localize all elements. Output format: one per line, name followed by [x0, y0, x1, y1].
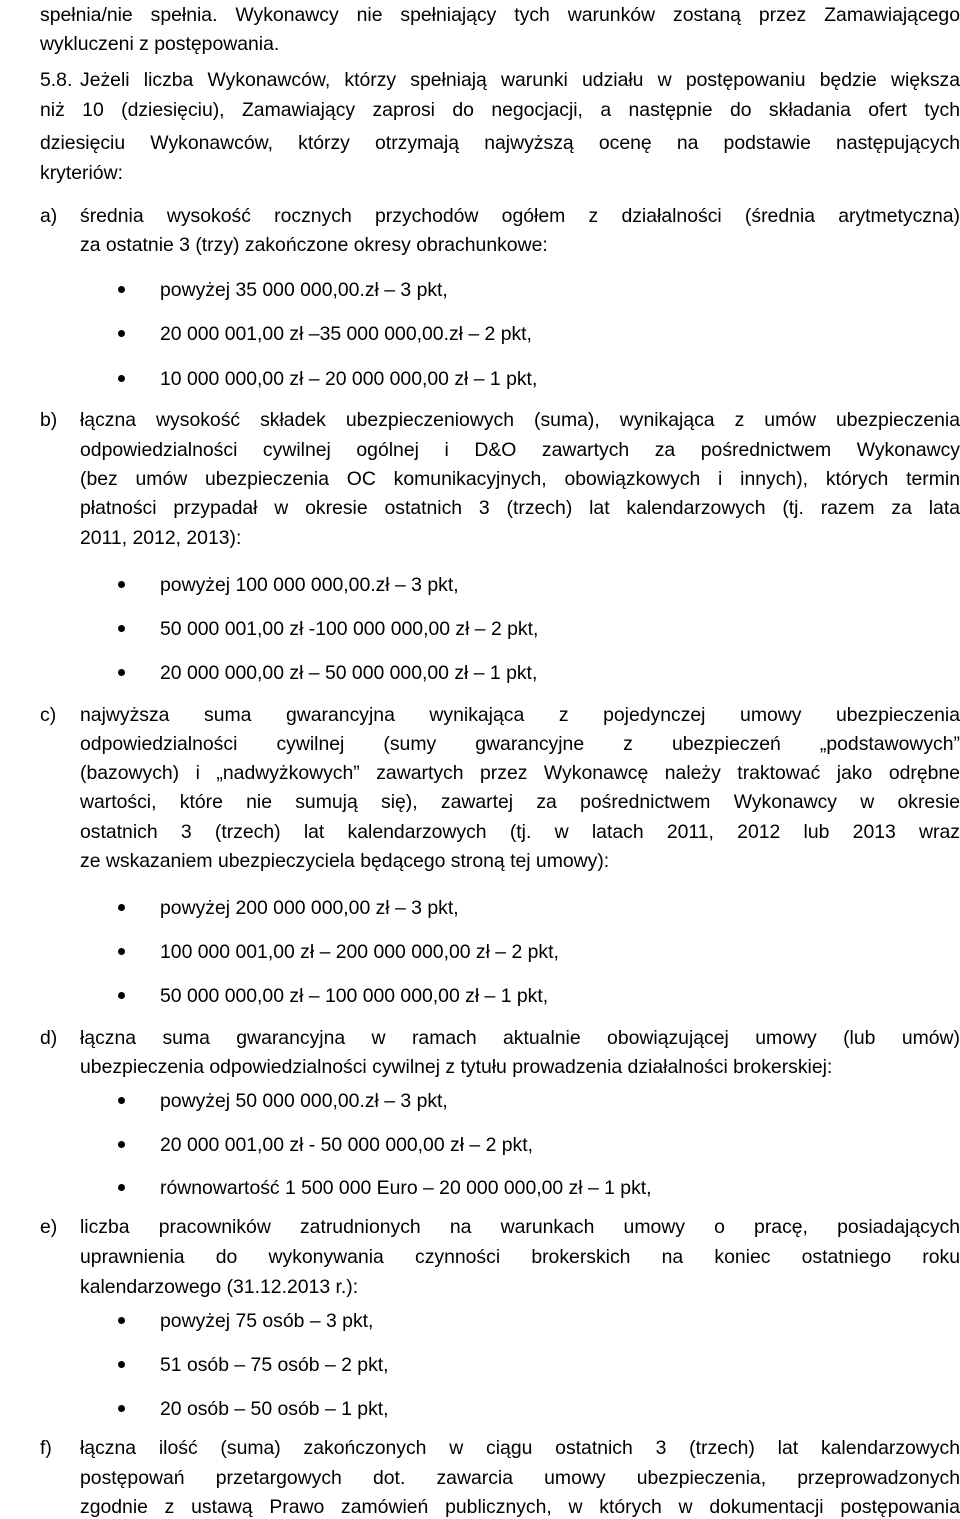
criterion-line: wartości, które nie sumują się), zawartej za pośrednictwem Wykonawcy w okresie [80, 791, 960, 813]
intro-line: wykluczeni z postępowania. [40, 33, 280, 55]
criterion-label: e) [40, 1216, 58, 1238]
criterion-label: f) [40, 1437, 52, 1459]
criterion-label: c) [40, 704, 57, 726]
bullet-item: 20 000 001,00 zł - 50 000 000,00 zł – 2 pkt, [160, 1134, 534, 1156]
criterion-line: ostatnich 3 (trzech) lat kalendarzowych (tj. w latach 2011, 2012 lub 2013 wraz [80, 821, 960, 843]
criterion-line: liczba pracowników zatrudnionych na warunkach umowy o pracę, posiadających [80, 1216, 960, 1238]
bullet-icon [118, 1097, 125, 1104]
bullet-icon [118, 1141, 125, 1148]
criterion-line: (bez umów ubezpieczenia OC komunikacyjnych, obowiązkowych i innych), których termin [80, 468, 960, 490]
criterion-line: postępowań przetargowych dot. zawarcia umowy ubezpieczenia, przeprowadzonych [80, 1467, 960, 1489]
criterion-label: b) [40, 409, 58, 431]
bullet-item: powyżej 35 000 000,00.zł – 3 pkt, [160, 279, 448, 301]
bullet-item: powyżej 50 000 000,00.zł – 3 pkt, [160, 1090, 448, 1112]
bullet-icon [118, 581, 125, 588]
bullet-item: 50 000 001,00 zł -100 000 000,00 zł – 2 pkt, [160, 618, 539, 640]
criterion-label: d) [40, 1027, 58, 1049]
section-line: Jeżeli liczba Wykonawców, którzy spełniają warunki udziału w postępowaniu będzie większa [80, 69, 960, 91]
criterion-line: łączna ilość (suma) zakończonych w ciągu ostatnich 3 (trzech) lat kalendarzowych [80, 1437, 960, 1459]
criterion-line: średnia wysokość rocznych przychodów ogółem z działalności (średnia arytmetyczna) [80, 205, 960, 227]
criterion-line: odpowiedzialności cywilnej ogólnej i D&O zawartych za pośrednictwem Wykonawcy [80, 439, 960, 461]
criterion-line: (bazowych) i „nadwyżkowych” zawartych przez Wykonawcę należy traktować jako odrębne [80, 762, 960, 784]
criterion-line: za ostatnie 3 (trzy) zakończone okresy obrachunkowe: [80, 234, 548, 256]
section-line: niż 10 (dziesięciu), Zamawiający zaprosi do negocjacji, a następnie do składania ofert tych [40, 99, 960, 121]
bullet-icon [118, 330, 125, 337]
criterion-line: łączna suma gwarancyjna w ramach aktualnie obowiązującej umowy (lub umów) [80, 1027, 960, 1049]
criterion-line: łączna wysokość składek ubezpieczeniowych (suma), wynikająca z umów ubezpieczenia [80, 409, 960, 431]
bullet-item: powyżej 200 000 000,00 zł – 3 pkt, [160, 897, 459, 919]
bullet-icon [118, 992, 125, 999]
bullet-item: powyżej 75 osób – 3 pkt, [160, 1310, 374, 1332]
section-line: dziesięciu Wykonawców, którzy otrzymają najwyższą ocenę na podstawie następujących [40, 132, 960, 154]
bullet-icon [118, 1405, 125, 1412]
section-number: 5.8. [40, 69, 73, 91]
bullet-icon [118, 375, 125, 382]
criterion-line: odpowiedzialności cywilnej (sumy gwarancyjne z ubezpieczeń „podstawowych” [80, 733, 960, 755]
criterion-line: ze wskazaniem ubezpieczyciela będącego stroną tej umowy): [80, 850, 610, 872]
criterion-line: 2011, 2012, 2013): [80, 527, 242, 549]
bullet-icon [118, 1361, 125, 1368]
bullet-item: 51 osób – 75 osób – 2 pkt, [160, 1354, 389, 1376]
criterion-label: a) [40, 205, 58, 227]
section-line: kryteriów: [40, 162, 123, 184]
bullet-icon [118, 904, 125, 911]
criterion-line: najwyższa suma gwarancyjna wynikająca z pojedynczej umowy ubezpieczenia [80, 704, 960, 726]
bullet-item: powyżej 100 000 000,00.zł – 3 pkt, [160, 574, 459, 596]
criterion-line: płatności przypadał w okresie ostatnich 3 (trzech) lat kalendarzowych (tj. razem za lata [80, 497, 960, 519]
bullet-icon [118, 1317, 125, 1324]
bullet-item: 100 000 001,00 zł – 200 000 000,00 zł – 2 pkt, [160, 941, 559, 963]
bullet-icon [118, 625, 125, 632]
bullet-item: 20 000 001,00 zł –35 000 000,00.zł – 2 pkt, [160, 323, 532, 345]
bullet-item: 20 osób – 50 osób – 1 pkt, [160, 1398, 389, 1420]
intro-line: spełnia/nie spełnia. Wykonawcy nie spełniający tych warunków zostaną przez Zamawiającego [40, 4, 960, 26]
bullet-item: 10 000 000,00 zł – 20 000 000,00 zł – 1 pkt, [160, 368, 538, 390]
criterion-line: zgodnie z ustawą Prawo zamówień publicznych, w których w dokumentacji postępowania [80, 1496, 960, 1518]
bullet-icon [118, 1184, 125, 1191]
criterion-line: uprawnienia do wykonywania czynności brokerskich na koniec ostatniego roku [80, 1246, 960, 1268]
criterion-line: kalendarzowego (31.12.2013 r.): [80, 1276, 359, 1298]
bullet-icon [118, 669, 125, 676]
bullet-item: równowartość 1 500 000 Euro – 20 000 000,00 zł – 1 pkt, [160, 1177, 652, 1199]
bullet-item: 50 000 000,00 zł – 100 000 000,00 zł – 1 pkt, [160, 985, 549, 1007]
bullet-icon [118, 948, 125, 955]
criterion-line: ubezpieczenia odpowiedzialności cywilnej z tytułu prowadzenia działalności brokerskiej: [80, 1056, 833, 1078]
bullet-item: 20 000 000,00 zł – 50 000 000,00 zł – 1 pkt, [160, 662, 538, 684]
bullet-icon [118, 286, 125, 293]
